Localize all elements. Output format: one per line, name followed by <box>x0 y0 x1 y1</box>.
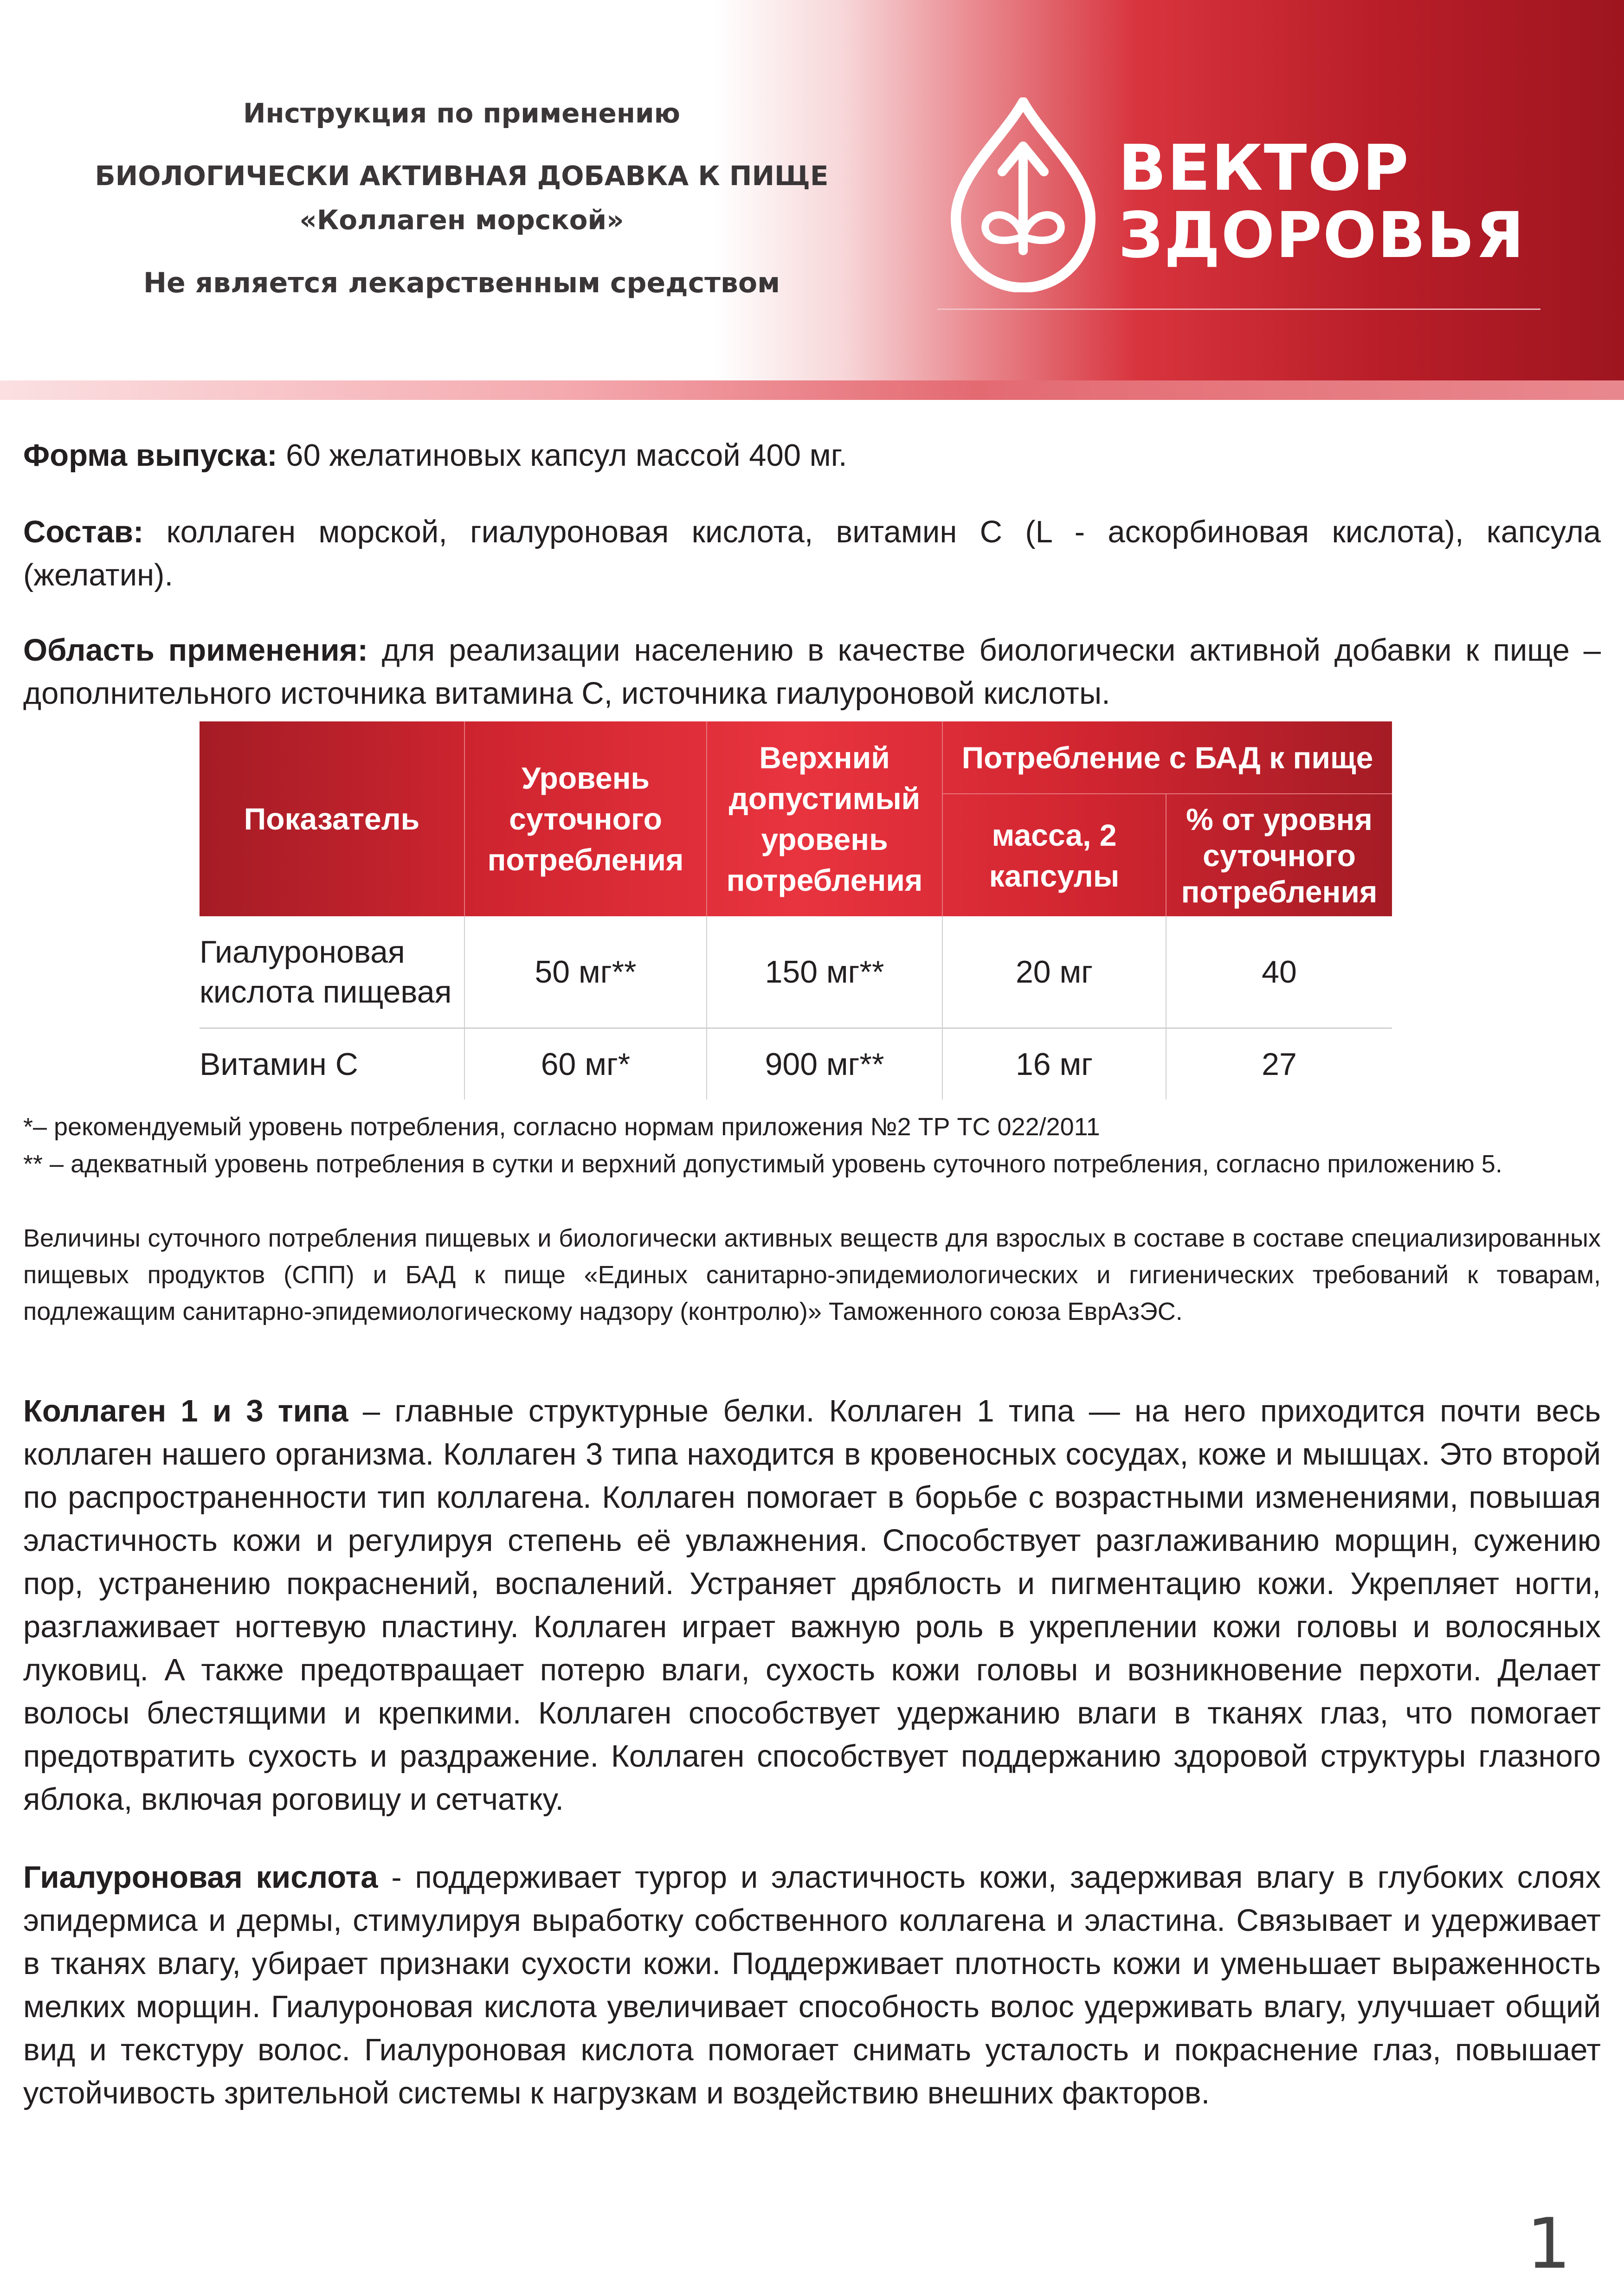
th-percent: % от уровня суточного потребления <box>1181 802 1378 909</box>
composition-label: Состав: <box>23 515 144 549</box>
hyaluronic-paragraph <box>23 1856 1601 2115</box>
th-indicator: Показатель <box>244 802 420 836</box>
collagen-label: Коллаген 1 и 3 типа <box>23 1394 348 1428</box>
column-divider <box>942 916 943 1100</box>
product-name: «Коллаген морской» <box>299 204 624 236</box>
hyaluronic-label: Гиалуроновая кислота <box>23 1860 378 1895</box>
nutrient-table <box>200 721 1392 1100</box>
usage-label: Область применения: <box>23 633 368 668</box>
header-strip <box>0 380 1624 400</box>
release-form-text: 60 желатиновых капсул массой 400 мг. <box>277 438 847 473</box>
usage-text: для реализации населению в качестве биологически активной добавки к пище – дополнительного источника витамина С, источника гиалуроновой кислоты. <box>23 633 1601 711</box>
page-number: 1 <box>1527 2204 1571 2284</box>
table-row-1-name: Гиалуроновая кислота пищевая <box>200 934 452 1010</box>
header-divider <box>942 721 943 916</box>
footnote-1: *– рекомендуемый уровень потребления, согласно нормам приложения №2 ТР ТС 022/2011 <box>23 1113 1100 1141</box>
disclaimer: Не является лекарственным средством <box>143 267 780 299</box>
header-divider <box>942 793 1392 794</box>
footnote-3: Величины суточного потребления пищевых и биологически активных веществ для взрослых в составе в составе специализированных пищевых продуктов (СПП) и БАД к пище «Единых санитарно-эпидемиологических и гигиенических требований к товарам, подлежащим санитарно-эпидемиологическому надзору (контролю)» Таможенного союза ЕврАзЭС. <box>23 1224 1601 1325</box>
release-form-label: Форма выпуска: <box>23 438 277 473</box>
table-row-2-daily: 60 мг* <box>541 1046 631 1082</box>
column-divider <box>706 916 707 1100</box>
table-row-1-mass: 20 мг <box>1015 954 1093 990</box>
th-consumption: Потребление с БАД к пище <box>961 740 1373 775</box>
th-mass: масса, 2 капсулы <box>989 817 1120 893</box>
composition <box>23 510 1601 597</box>
brand-name-line2: ЗДОРОВЬЯ <box>1118 199 1525 272</box>
table-row-1-upper: 150 мг** <box>765 954 884 990</box>
usage-area <box>23 629 1601 715</box>
collagen-paragraph <box>23 1389 1601 1821</box>
table-row-2-upper: 900 мг** <box>765 1046 884 1082</box>
instruction-title: Инструкция по применению <box>243 97 680 129</box>
th-upper-level: Верхний допустимый уровень потребления <box>726 740 923 897</box>
table-row-2-name: Витамин С <box>200 1046 358 1082</box>
logo-divider <box>937 309 1540 310</box>
brand-name-line1: ВЕКТОР <box>1118 132 1410 205</box>
header-divider <box>464 721 465 916</box>
table-row-2-mass: 16 мг <box>1015 1046 1093 1082</box>
composition-text: коллаген морской, гиалуроновая кислота, витамин С (L - аскорбиновая кислота), капсула (желатин). <box>23 515 1601 592</box>
table-row-1-daily: 50 мг** <box>535 954 637 990</box>
drop-sprout-arrow-icon <box>947 97 1100 292</box>
table-row-1-percent: 40 <box>1262 954 1297 990</box>
product-category: БИОЛОГИЧЕСКИ АКТИВНАЯ ДОБАВКА К ПИЩЕ <box>95 160 829 192</box>
column-divider <box>464 916 465 1100</box>
header-divider <box>706 721 707 916</box>
th-daily-level: Уровень суточного потребления <box>487 761 684 877</box>
release-form <box>23 434 1601 477</box>
footnote-2: ** – адекватный уровень потребления в сутки и верхний допустимый уровень суточного потребления, согласно приложению 5. <box>23 1150 1502 1178</box>
table-row-2-percent: 27 <box>1262 1046 1297 1082</box>
hyaluronic-text: - поддерживает тургор и эластичность кожи, задерживая влагу в глубоких слоях эпидермиса и дермы, стимулируя выработку собственного коллагена и эластина. Связывает и удерживает в тканях влагу, убирает признаки сухости кожи. Поддерживает плотность кожи и уменьшает выраженность мелких морщин. Гиалуроновая кислота увеличивает способность волос удерживать влагу, улучшает общий вид и текстуру волос. Гиалуроновая кислота помогает снимать усталость и покраснение глаз, повышает устойчивость зрительной системы к нагрузкам и воздействию внешних факторов. <box>23 1860 1601 2110</box>
collagen-text: – главные структурные белки. Коллаген 1 типа — на него приходится почти весь коллаген нашего организма. Коллаген 3 типа находится в кровеносных сосудах, коже и мышцах. Это второй по распространенности тип коллагена. Коллаген помогает в борьбе с возрастными изменениями, повышая эластичность кожи и регулируя степень её увлажнения. Способствует разглаживанию морщин, сужению пор, устранению покраснений, воспалений. Устраняет дряблость и пигментацию кожи. Укрепляет ногти, разглаживает ногтевую пластину. Коллаген играет важную роль в укреплении кожи головы и волосяных луковиц. А также предотвращает потерю влаги, сухость кожи головы и возникновение перхоти. Делает волосы блестящими и крепкими. Коллаген способствует удержанию влаги в тканях глаз, что помогает предотвратить сухость и раздражение. Коллаген способствует поддержанию здоровой структуры глазного яблока, включая роговицу и сетчатку. <box>23 1394 1601 1817</box>
